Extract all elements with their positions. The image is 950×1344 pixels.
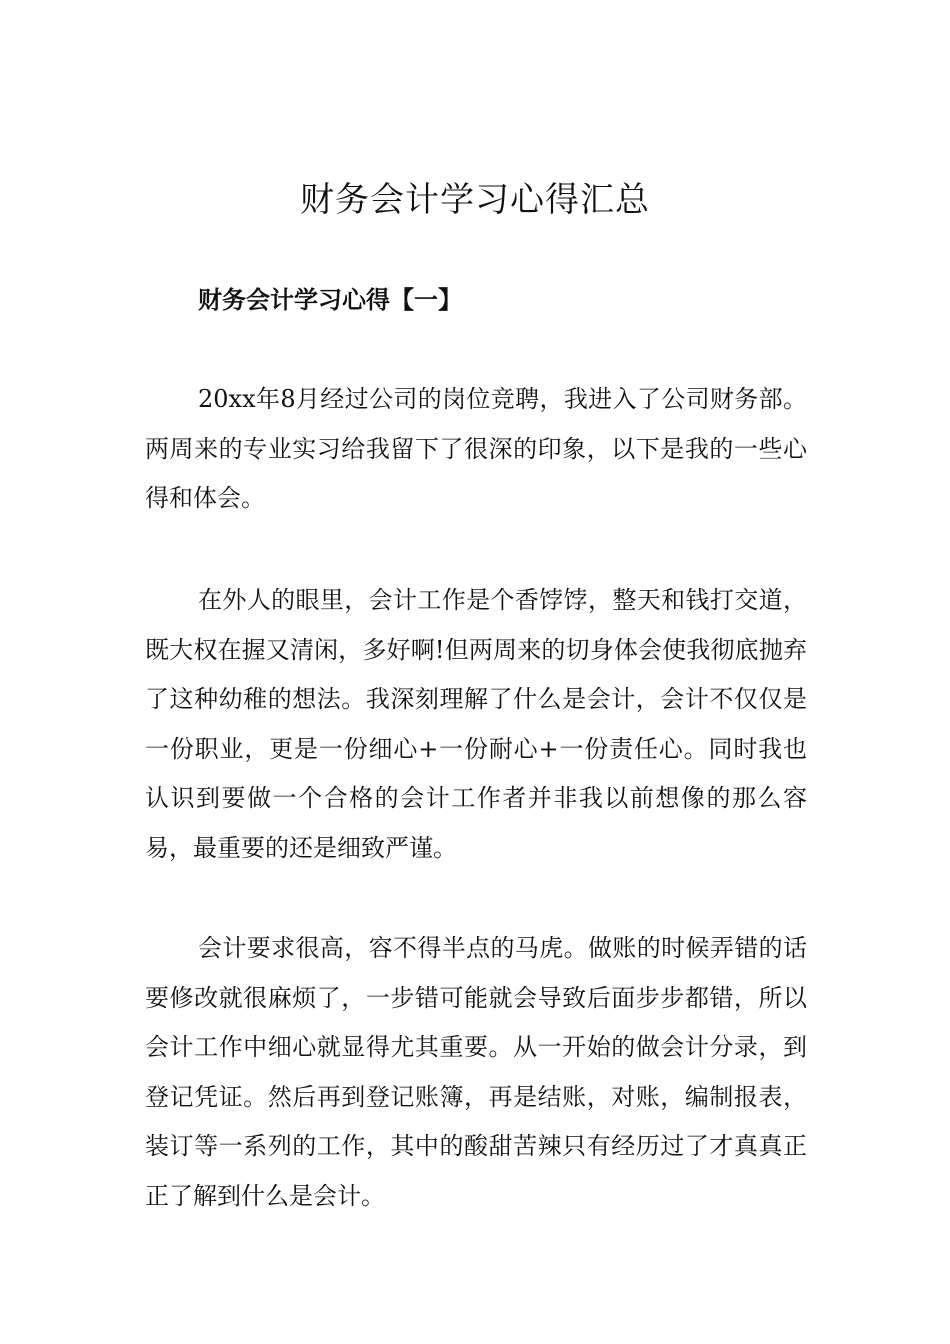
paragraph-3: 会计要求很高，容不得半点的马虎。做账的时候弄错的话要修改就很麻烦了，一步错可能就会导致后面步步都错，所以会计工作中细心就显得尤其重要。从一开始的做会计分录，到登记凭证。然后再到登记账簿，再是结账，对账，编制报表，装订等一系列的工作，其中的酸甜苦辣只有经历过了才真真正正了解到什么是会计。 (145, 934, 807, 1210)
section-heading: 财务会计学习心得【一】 (198, 285, 462, 314)
paragraph-1: 20xx年8月经过公司的岗位竞聘，我进入了公司财务部。两周来的专业实习给我留下了很深的印象，以下是我的一些心得和体会。 (145, 385, 807, 512)
document-title: 财务会计学习心得汇总 (300, 180, 650, 220)
paragraph-2: 在外人的眼里，会计工作是个香饽饽，整天和钱打交道，既大权在握又清闲，多好啊!但两周来的切身体会使我彻底抛弃了这种幼稚的想法。我深刻理解了什么是会计，会计不仅仅是一份职业，更是一份细心+一份耐心+一份责任心。同时我也认识到要做一个合格的会计工作者并非我以前想像的那么容易，最重要的还是细致严谨。 (145, 586, 807, 862)
